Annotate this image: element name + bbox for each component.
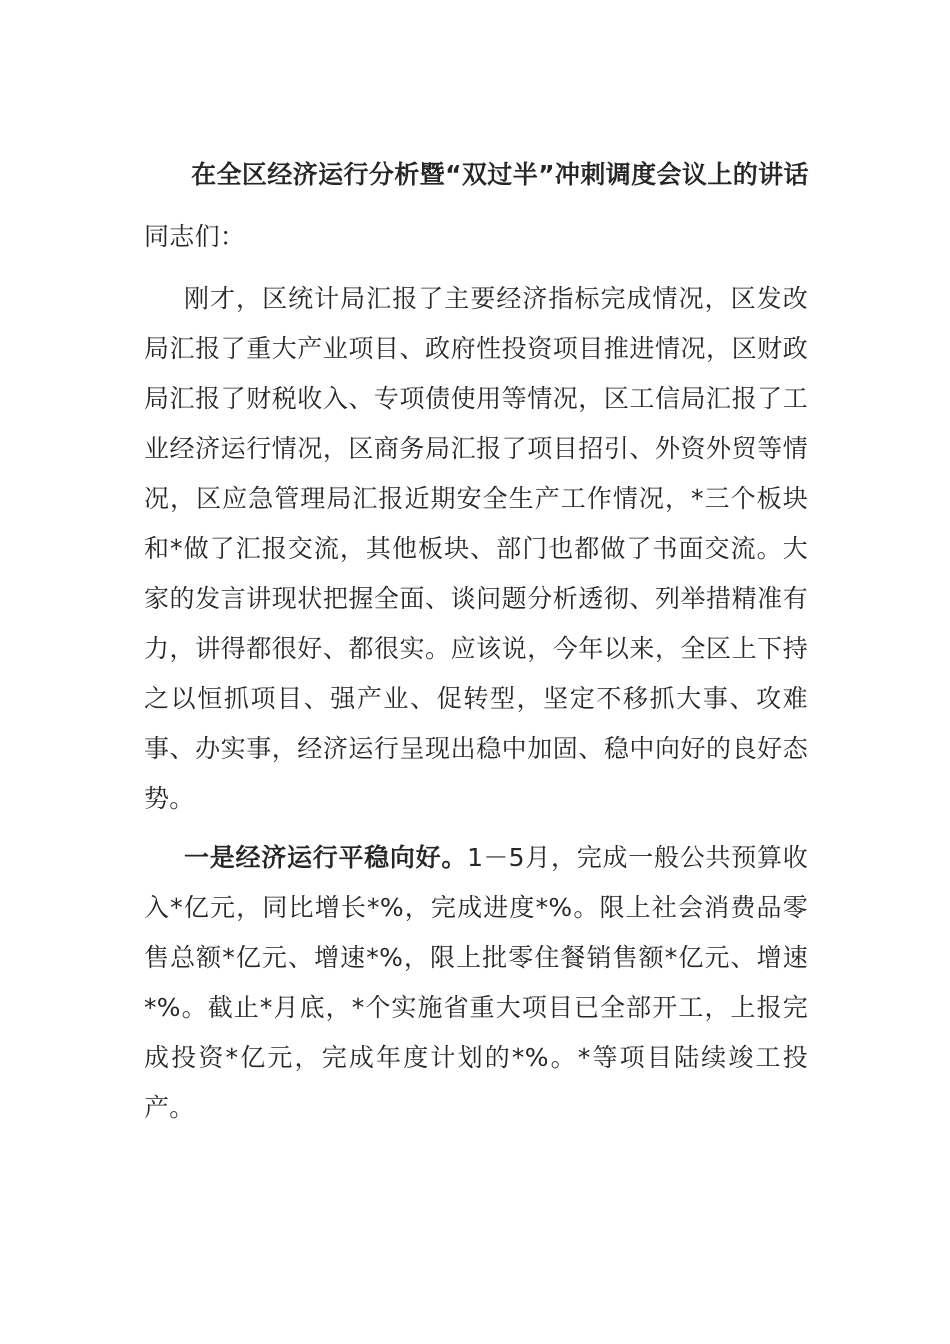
- paragraph-lead: 一是经济运行平稳向好。: [184, 843, 468, 872]
- paragraph-intro: 刚才，区统计局汇报了主要经济指标完成情况，区发改局汇报了重大产业项目、政府性投资项目推进情况，区财政局汇报了财税收入、专项债使用等情况，区工信局汇报了工业经济运行情况，区商务局汇报了项目招引、外资外贸等情况，区应急管理局汇报近期安全生产工作情况，*三个板块和*做了汇报交流，其他板块、部门也都做了书面交流。大家的发言讲现状把握全面、谈问题分析透彻、列举措精准有力，讲得都很好、都很实。应该说，今年以来，全区上下持之以恒抓项目、强产业、促转型，坚定不移抓大事、攻难事、办实事，经济运行呈现出稳中加固、稳中向好的良好态势。: [144, 284, 808, 813]
- paragraph-body: 1－5月，完成一般公共预算收入*亿元，同比增长*%，完成进度*%。限上社会消费品零售总额*亿元、增速*%，限上批零住餐销售额*亿元、增速*%。截止*月底，*个实施省重大项目已全部开工，上报完成投资*亿元，完成年度计划的*%。*等项目陆续竣工投产。: [144, 843, 808, 1122]
- paragraph-economy: [144, 833, 808, 1133]
- document-title: 在全区经济运行分析暨“双过半”冲刺调度会议上的讲话: [191, 160, 809, 189]
- salutation: 同志们：: [144, 222, 246, 251]
